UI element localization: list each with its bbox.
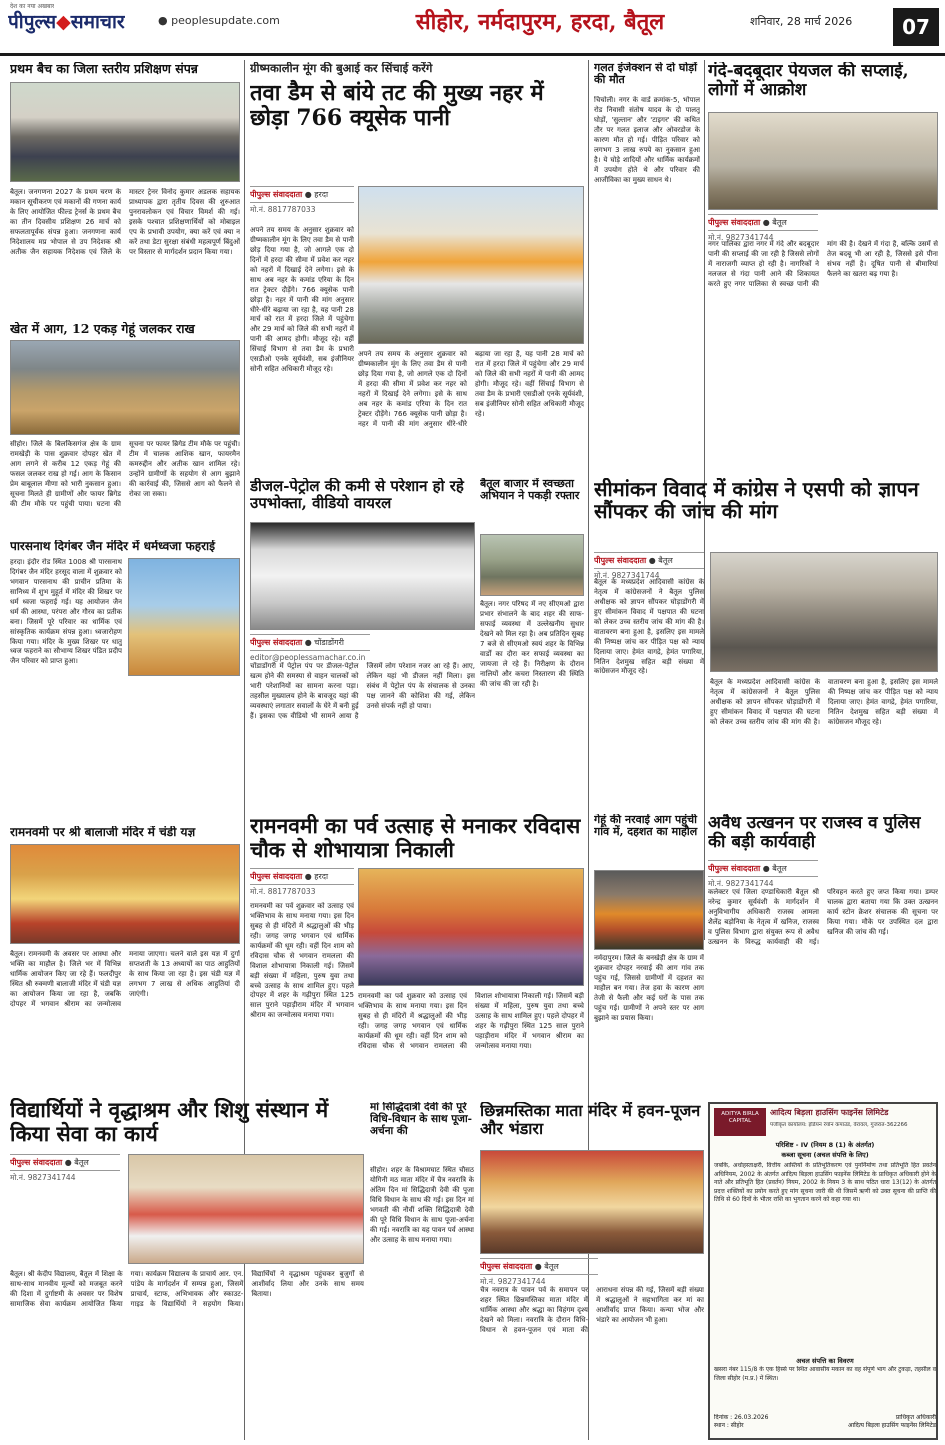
story-body: हरदा। इंदौर रोड स्थित 1008 श्री पारसनाथ दिगंबर जैन मंदिर हरसूद वाला में शुक्रवार को भगवान पारसनाथ की प्राचीन प्रतिमा के सानिध्य में शुभ मुहूर्त में मंदिर की शिखर पर धर्म ध्वजा फहराई गई। यह आयोजन जैन धर्म की आस्था, परंपरा और गौरव का प्रतीक बना। जिसमें पूरे परिवार का धार्मिक एवं सांस्कृतिक कार्यक्रम संपन्न हुआ। ध्वजारोहण किया गया। मंदिर के मुख्य शिखर पर धातु ध्वज फहराने का सौभाग्य शिखर पंडित प्रदीप जैन परिवार को प्राप्त हुआ। (10, 558, 122, 666)
ad-signatory: प्राधिकृत अधिकारी आदित्य बिड़ला हाउसिंग फाइनेंस लिमिटेड (847, 1414, 936, 1430)
story-cleanliness (480, 478, 584, 808)
story-body-cont: अपने तय समय के अनुसार शुक्रवार को ग्रीष्मकालीन मूंग के लिए तवा डैम से पानी छोड़ दिया गया है, जो आगले एक दो दिनों में हरदा की सीमा में प्रवेश कर नहर को नहरों में दिखाई देने लगेगा। इसे के साथ अब नहर के कमांड एरिया के दिन रात ट्रेक्टर दौड़ेंगे। 766 क्यूसेक पानी छोड़ा है। नहर में पानी की मांग अनुसार धीरे-धीरे बढ़ाया जा रहा है, यह पानी 28 मार्च को रात में हरदा जिले में पहुंचेगा और 29 मार्च को जिले की सभी नहरों में पानी की आमद होगी। मौजूद रहे। वहीं सिंचाई विभाग से तवा डैम के प्रभारी एसडीओ एनके सूर्यवंशी, सब इंजीनियर सोनी सहित अधिकारी मौजूद रहे। (358, 350, 584, 428)
story-body: अपने तय समय के अनुसार शुक्रवार को ग्रीष्मकालीन मूंग के लिए तवा डैम से पानी छोड़ दिया गया है, जो आगले एक दो दिनों में हरदा की सीमा में प्रवेश कर नहर को नहरों में दिखाई देने लगेगा। इसे के साथ अब नहर के कमांड एरिया के दिन रात ट्रेक्टर दौड़ेंगे। 766 क्यूसेक पानी छोड़ा है। नहर में पानी की मांग अनुसार धीरे-धीरे बढ़ाया जा रहा है, यह पानी 28 मार्च को रात में हरदा जिले में पहुंचेगा और 29 मार्च को जिले की सभी नहरों में पानी की आमद होगी। मौजूद रहे। वहीं सिंचाई विभाग से तवा डैम के प्रभारी एसडीओ एनके सूर्यवंशी, सब इंजीनियर सोनी सहित अधिकारी मौजूद रहे। (250, 226, 354, 374)
water-containers-photo (708, 112, 938, 210)
ad-schedule-title: अचल संपत्ति का विवरण (796, 1357, 854, 1365)
story-body: चैत्र नवरात्र के पावन पर्व के समापन पर शहर स्थित छिन्नमस्तिका माता मंदिर में धार्मिक आस्था और श्रद्धा का विहंगम दृश्य देखने को मिला। नवरात्रि के दौरान विधि-विधान से हवन-पूजन एवं माता की आराधना संपन्न की गई, जिसमें बड़ी संख्या में श्रद्धालुओं ने सहभागिता कर मां का आशीर्वाद प्राप्त किया। कन्या भोज और भंडारे का आयोजन भी हुआ। (480, 1286, 704, 1334)
story-body-cont: रामनवमी का पर्व शुक्रवार को उत्साह एवं भक्तिभाव के साथ मनाया गया। इस दिन सुबह से ही मंदिरों में श्रद्धालुओं की भीड़ रही। जगह जगह भगवान एवं धार्मिक कार्यक्रमों की धूम रही। वहीं दिन शाम को रविदास चौक से भगवान रामलला की विशाल शोभायात्रा निकाली गई। जिसमें बड़ी संख्या में महिला, पुरुष युवा तथा बच्चे उत्साह के साथ शामिल हुए। पहले दोपहर में शहर के गढ़ीपुरा स्थित 125 साल पुराने पहाड़ीराम मंदिर में भगवान श्रीराम का जन्मोत्सव मनाया गया। (358, 992, 584, 1050)
group-photo (10, 82, 240, 182)
headline: सीमांकन विवाद में कांग्रेस ने एसपी को ज्ञापन सौंपकर की जांच की मांग (594, 478, 919, 524)
fire-photo (10, 340, 240, 435)
headline: अवैध उत्खनन पर राजस्व व पुलिस की बड़ी कार्यवाही (708, 814, 921, 853)
issue-date: शनिवार, 28 मार्च 2026 (750, 15, 853, 28)
canal-photo (358, 186, 584, 344)
story-fuel-shortage (250, 478, 475, 808)
byline: पीपुल्स संवाददाता ● बैतूल मो.नं. 9827341744 (480, 1258, 598, 1287)
petrol-pump-photo (250, 522, 475, 630)
headline: छिन्नमस्तिका माता मंदिर में हवन-पूजन और भंडारा (480, 1102, 701, 1138)
byline: पीपुल्स संवाददाता ● हरदा मो.नं. 8817787033 (250, 868, 354, 897)
byline: पीपुल्स संवाददाता ● बैतूल मो.नं. 9827341744 (708, 860, 818, 889)
story-stubble-fire (594, 814, 704, 1094)
story-body: नगर पालिका द्वारा नगर में गंदे और बदबूदार पानी की सप्लाई की जा रही है जिससे लोगों में नाराजगी व्याप्त हो रही है। नागरिकों ने नलजल से गंदा पानी आने की शिकायत करते हुए नगर पालिका से स्वच्छ पानी की मांग की है। देखने में गंदा है, बल्कि उसमें से तेज बदबू भी आ रही है, जिससे इसे पीना संभव नहीं है। दूषित पानी से बीमारियां फैलने का खतरा बढ़ गया है। (708, 240, 938, 288)
story-chandi-yagya (10, 826, 240, 1088)
headline: रामनवमी का पर्व उत्साह से मनाकर रविदास चौक से शोभायात्रा निकाली (250, 814, 581, 862)
story-body: बैतूल। जनगणना 2027 के प्रथम चरण के मकान सूचीकरण एवं मकानों की गणना कार्य के लिए आयोजित फील्ड ट्रेनर्स के प्रथम बैच का तीन दिवसीय प्रशिक्षण 26 मार्च को सफलतापूर्वक संपन्न हुआ। जनगणना कार्य निदेशालय मप्र भोपाल से उप निदेशक श्री अतीक जैन सहायक निदेशक एवं जिले के मास्टर ट्रेनर विनोद कुमार अडलक सहायक प्राध्यापक द्वारा तृतीय दिवस की शुरुआत पुनरावलोकन एवं विचार विमर्श की गई। इसके पश्चात प्रशिक्षणार्थियों को मोबाइल एप के प्रभावी उपयोग, क्या करें एवं क्या न करें तथा डेटा सुरक्षा संबंधी महत्वपूर्ण बिंदुओं पर विस्तार से मार्गदर्शन प्रदान किया गया। (10, 188, 240, 256)
story-students (10, 1098, 365, 1440)
byline: पीपुल्स संवाददाता ● बैतूल मो.नं. 9827341744 (594, 552, 704, 581)
ad-notice-title: कब्जा सूचना (अचल संपत्ति के लिए) (781, 1151, 869, 1159)
story-body-cont: बैतूल के मध्यप्रदेश आदिवासी कांग्रेस के नेतृत्व में कांग्रेसजनों ने बैतूल पुलिस अधीक्षक को ज्ञापन सौंपकर घोड़ाडोंगरी में हुए सीमांकन विवाद में पक्षपात की घटना को लेकर उच्च स्तरीय जांच की मांग की है। वातावरण बना हुआ है, इसलिए इस मामले की निष्पक्ष जांच कर पीड़ित पक्ष को न्याय दिलाया जाए। हेमंत वागद्रे, हेमंत पगारिया, नितिन देशमुख सहित बड़ी संख्या में कांग्रेसजन मौजूद रहे। (710, 678, 938, 726)
newspaper-logo[interactable]: पीपुल्स◆समाचार (8, 11, 125, 33)
story-body: सीहोर। जिले के बिलकिसगंज क्षेत्र के ग्राम रामखेड़ी के पास शुक्रवार दोपहर खेत में आग लगने से करीब 12 एकड़ गेहूं की फसल जलकर राख हो गई। आग के किसान प्रेम बाबूलाल मीणा को भारी नुकसान हुआ। सूचना मिलते ही ग्रामीणों और फायर ब्रिगेड की टीम मौके पर पहुंची पाया। घटना की सूचना पर फायर ब्रिगेड टीम मौके पर पहुंची। टीम में चालक आशिक खान, फायरमैन कमरुद्दीन और अतीक खान शामिल रहे। उन्होंने ग्रामीणों के सहयोग से आग बुझाने की कार्रवाई की, जिससे आग को फैलने से रोका जा सका। (10, 440, 240, 508)
story-horses (594, 62, 700, 472)
headline: डीजल-पेट्रोल की कमी से परेशान हो रहे उपभोक्ता, वीडियो वायरल (250, 478, 464, 512)
congress-memo-photo (710, 552, 938, 672)
story-body: बैतूल। श्री केदीप विद्यालय, बैतूल में शिक्षा के साथ-साथ मानवीय मूल्यों को मजबूत करने की दिशा में दुर्गाष्टमी के अवसर पर विशेष सामाजिक सेवा कार्यक्रम आयोजित किया गया। कार्यक्रम विद्यालय के प्राचार्य आर. एन. पांडेय के मार्गदर्शन में सम्पन्न हुआ, जिसमें प्राचार्य, स्टाफ, अभिभावक और स्काउट-गाइड के विद्यार्थियों ने सहयोग किया। विद्यार्थियों ने वृद्धाश्रम पहुंचकर बुजुर्गों से आशीर्वाद लिया और उनके साथ समय बिताया। (10, 1270, 364, 1308)
story-congress-memo (594, 478, 938, 808)
kicker: ग्रीष्मकालीन मूंग की बुआई कर सिंचाई करेंगे (250, 62, 433, 75)
headline: रामनवमी पर श्री बालाजी मंदिर में चंडी यज्ञ (10, 826, 196, 839)
story-procession (250, 814, 584, 1090)
story-body: सीहोर। शहर के विश्रामघाट स्थित चौसठ योगिनी मठ माता मंदिर में चैत्र नवरात्रि के अंतिम दिन मां सिद्धिदात्री देवी की पूजा विधि विधान के साथ की गई। इस दिन मां भगवती की नौवीं शक्ति सिद्धिदात्री देवी की पूरे विधि विधान के साथ पूजा-अर्चना की गई। नवरात्रि का यह पावन पर्व आस्था और उत्साह के साथ मनाया गया। (370, 1166, 474, 1244)
story-jain-flag (10, 540, 240, 820)
byline: पीपुल्स संवाददाता ● चोंडाडोंगरी editor@peoplessamachar.co.in (250, 634, 370, 662)
story-body: बैतूल के मध्यप्रदेश आदिवासी कांग्रेस के नेतृत्व में कांग्रेसजनों ने बैतूल पुलिस अधीक्षक को ज्ञापन सौंपकर घोड़ाडोंगरी में हुए सीमांकन विवाद में पक्षपात की घटना को लेकर उच्च स्तरीय जांच की मांग की है। वातावरण बना हुआ है, इसलिए इस मामले की निष्पक्ष जांच कर पीड़ित पक्ष को न्याय दिलाया जाए। हेमंत वागद्रे, हेमंत पगारिया, नितिन देशमुख सहित बड़ी संख्या में कांग्रेसजन मौजूद रहे। (594, 578, 704, 676)
story-dirty-water (708, 62, 938, 472)
story-body: नर्मदापुरम। जिले के बनखेड़ी क्षेत्र के ग्राम में शुक्रवार दोपहर नरवाई की आग गांव तक पहुंच गई, जिससे ग्रामीणों में दहशत का माहौल बन गया। तेज हवा के कारण आग तेजी से फैली और कई घरों के पास तक पहुंच गई। ग्रामीणों ने अपने स्तर पर आग बुझाने का प्रयास किया। (594, 954, 704, 1022)
story-body: बैतूल। रामनवमी के अवसर पर आस्था और भक्ति का माहौल है। जिले भर में विभिन्न धार्मिक आयोजन किए जा रहे हैं। फलदीपुर स्थित श्री रुक्मणी बालाजी मंदिर में चंडी यज्ञ का आयोजन किया जा रहा है, जबकि दोपहर में भगवान श्रीराम का जन्मोत्सव मनाया जाएगा। चलने वाले इस यज्ञ में दुर्गा सप्तशती के 13 अध्यायों का पाठ आहुतियों के साथ किया जा रहा है। इस चंडी यज्ञ में लगभग 7 लाख से अधिक आहुतियां दी जाएंगी। (10, 950, 240, 1008)
headline: बैतूल बाजार में स्वच्छता अभियान ने पकड़ी रफ्तार (480, 478, 580, 503)
temple-flag-photo (128, 558, 240, 676)
story-field-fire (10, 322, 240, 532)
story-illegal-mining (708, 814, 938, 1094)
headline: गंदे-बदबूदार पेयजल की सप्लाई, लोगों में आक्रोश (708, 62, 909, 101)
headline: मां सिद्धिदात्री देवी की पूरे विधि-विधान के साथ पूजा-अर्चना की (370, 1102, 473, 1137)
ad-address: पंजीकृत कार्यालय: इंडियन रेयॉन कंपाउंड, वेरावल, गुजरात-362266 (770, 1122, 908, 1128)
story-body: रामनवमी का पर्व शुक्रवार को उत्साह एवं भक्तिभाव के साथ मनाया गया। इस दिन सुबह से ही मंदिरों में श्रद्धालुओं की भीड़ रही। जगह जगह भगवान एवं धार्मिक कार्यक्रमों की धूम रही। वहीं दिन शाम को रविदास चौक से भगवान रामलला की विशाल शोभायात्रा निकाली गई। जिसमें बड़ी संख्या में महिला, पुरुष युवा तथा बच्चे उत्साह के साथ शामिल हुए। पहले दोपहर में शहर के गढ़ीपुरा स्थित 125 साल पुराने पहाड़ीराम मंदिर में भगवान श्रीराम का जन्मोत्सव मनाया गया। (250, 902, 354, 1020)
headline: खेत में आग, 12 एकड़ गेहूं जलकर राख (10, 322, 195, 336)
story-tawa-canal (250, 62, 584, 472)
website-url[interactable]: ● peoplesupdate.com (158, 14, 280, 27)
byline: पीपुल्स संवाददाता ● बैतूल मो.नं. 9827341744 (708, 214, 818, 243)
story-chhinnamasta (480, 1102, 704, 1440)
logo-prefix: पीपुल्स (8, 11, 57, 33)
headline: तवा डैम से बांये तट की मुख्य नहर में छोड़ा 766 क्यूसेक पानी (250, 79, 544, 131)
students-photo (128, 1154, 364, 1264)
legal-notice-ad (708, 1102, 938, 1440)
brand-logo: ADITYA BIRLA CAPITAL (714, 1108, 766, 1136)
headline: पारसनाथ दिगंबर जैन मंदिर में धर्मध्वजा फहराई (10, 540, 216, 553)
masthead (0, 0, 945, 56)
headline: गेहूं की नरवाई आग पहुंची गांव में, दहशत का माहौल (594, 814, 698, 839)
ad-body: जबकि, अधोहस्ताक्षरी, वित्तीय आस्तियों के प्रतिभूतिकरण एवं पुनर्निर्माण तथा प्रतिभूति हित प्रवर्तन अधिनियम, 2002 के अंतर्गत आदित्य बिड़ला हाउसिंग फाइनेंस लिमिटेड के प्राधिकृत अधिकारी होने के नाते और प्रतिभूति हित (प्रवर्तन) नियम, 2002 के नियम 3 के साथ पठित धारा 13(12) के अंतर्गत प्रदत्त शक्तियों का प्रयोग करते हुए मांग सूचना जारी की थी जिसमें ऋणी को उक्त सूचना की प्राप्ति की तिथि से 60 दिनों के भीतर राशि का भुगतान करने को कहा गया था। (714, 1162, 936, 1204)
ad-schedule: खसरा नंबर 115/8 के एक हिस्से पर स्थित आवासीय मकान का वह संपूर्ण भाग और टुकड़ा, तहसील व जिला सीहोर (म.प्र.) में स्थित। (714, 1366, 936, 1382)
page-number: 07 (893, 8, 939, 46)
story-body: बैतूल। नगर परिषद में नए सीएमओ द्वारा प्रभार संभालने के बाद शहर की साफ-सफाई व्यवस्था में उल्लेखनीय सुधार देखने को मिल रहा है। अब प्रतिदिन सुबह 7 बजे से सीएमओ स्वयं शहर के विभिन्न वार्डों का दौरा कर सफाई व्यवस्था का जायजा ले रहे हैं। निरीक्षण के दौरान नालियों और कचरा निस्तारण की स्थिति की जांच की जा रही है। (480, 600, 584, 688)
cleaning-photo (480, 534, 584, 596)
headline: गलत इंजेक्शन से दो घोड़ों की मौत (594, 62, 698, 87)
logo-suffix: समाचार (70, 11, 125, 33)
story-body: कलेक्टर एवं जिला दण्डाधिकारी बैतूल श्री नरेन्द्र कुमार सूर्यवंशी के मार्गदर्शन में अनुविभागीय अधिकारी राजस्व आमला शैलेंद्र बड़ोनिया के नेतृत्व में खनिज, राजस्व व पुलिस विभाग द्वारा संयुक्त रूप से अवैध उत्खनन के विरुद्ध कार्यवाही की गई। परिवहन करते हुए जप्त किया गया। डम्पर चालक द्वारा बताया गया कि उक्त उत्खनन कार्य स्टोन क्रेशर संचालक की सूचना पर किया गया। मौके पर उपस्थित दल द्वारा खनिज की जांच की गई। (708, 888, 938, 946)
tagline: देश का नया अखबार (10, 3, 55, 10)
section-title: सीहोर, नर्मदापुरम, हरदा, बैतूल (415, 9, 665, 35)
ad-title: आदित्य बिड़ला हाउसिंग फाइनेंस लिमिटेड (770, 1108, 889, 1117)
byline: पीपुल्स संवाददाता ● बैतूल मो.नं. 9827341744 (10, 1154, 120, 1183)
yagya-photo (10, 844, 240, 944)
ad-subtitle: परिशिष्ट - IV (नियम 8 (1) के अंतर्गत) (775, 1141, 875, 1149)
story-body: चोंडाडोंगरी में पेट्रोल पंप पर डीजल-पेट्रोल खत्म होने की समस्या से वाहन चालकों को भारी परेशानियों का सामना करना पड़ा। तहसील मुख्यालय होने के बावजूद यहां की व्यवस्थाएं लगातार सवालों के घेरे में बनी हुई हैं। इसका एक वीडियो भी सामने आया है जिसमें लोग परेशान नजर आ रहे हैं। आए, लेकिन यहां भी डीजल नहीं मिला। इस संबंध में पेट्रोल पंप के संचालक से उनका पक्ष जानने की कोशिश की गई, लेकिन उनसे संपर्क नहीं हो पाया। (250, 662, 475, 720)
story-siddhidatri (370, 1102, 474, 1440)
headline: प्रथम बैच का जिला स्तरीय प्रशिक्षण संपन्न (10, 62, 198, 76)
story-training (10, 62, 240, 312)
byline: पीपुल्स संवाददाता ● हरदा मो.नं. 8817787033 (250, 186, 354, 215)
stubble-fire-photo (594, 870, 704, 950)
story-body: चिचोली। नगर के वार्ड क्रमांक-5, भोपाल रोड निवासी संतोष यादव के दो पालतू घोड़ों, 'सुल्तान' और 'टाइगर' की कथित तौर पर गलत इलाज और ओवरडोज के कारण मौत हो गई। पीड़ित परिवार को लगभग 3 लाख रुपये का नुकसान हुआ है। ये घोड़े शादियों और धार्मिक कार्यक्रमों में उपयोग होते थे और परिवार की आजीविका का मुख्य साधन थे। (594, 96, 700, 184)
headline: विद्यार्थियों ने वृद्धाश्रम और शिशु संस्थान में किया सेवा का कार्य (10, 1098, 329, 1146)
ad-date-place: दिनांक : 26.03.2026 स्थान : सीहोर (714, 1414, 769, 1430)
havan-photo (480, 1150, 704, 1254)
procession-photo (358, 868, 584, 986)
